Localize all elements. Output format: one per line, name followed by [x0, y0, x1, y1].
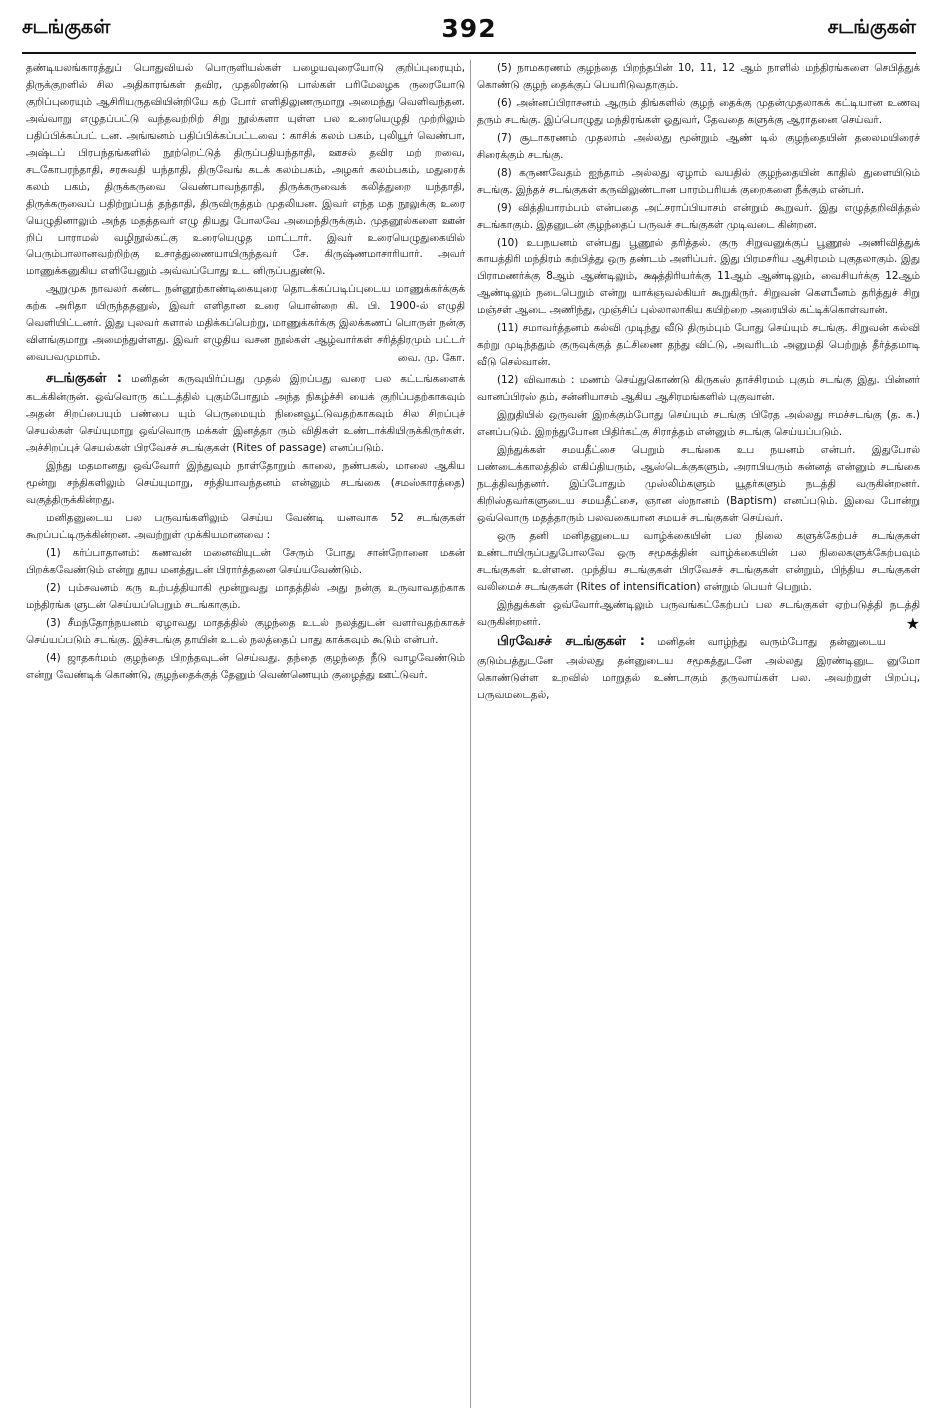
paragraph-text: (10) உபநயனம் என்பது பூணூல் தரித்தல். குரு சிறுவனுக்குப் பூணூல் அணிவித்துக் காயத்திரி மந்திரம் கற்பித்து ஒரு தண்டம் அளிப்பர். இது பிரமசரிய ஆசிரமம் புகுதலாகும். இது பிராமணர்க்கு 8ஆம் ஆண்டிலும், க்ஷத்திரியர்க்கு 11ஆம் ஆண்டிலும், வைசியர்க்கு 12ஆம் ஆண்டிலும் நடைபெறும் என்று யாக்ஞவல்கியர் கூறுகிருர். சிறுவன் கௌபீனம் தரித்துச் சிறு மஞ்சள் ஆடை அணிந்து, முஞ்சிப் புல்லாலாகிய கயிற்றை அரையில் கட்டிக்கொள்வான்.	[477, 236, 920, 317]
page-header	[22, 8, 916, 48]
paragraph-text: மனிதனுடைய பல பருவங்களிலும் செய்ய வேண்டி யனவாக 52 சடங்குகள் கூறப்பட்டிருக்கின்றன. அவற்றுள் முக்கியமானவை :	[26, 511, 465, 541]
paragraph-l10	[26, 650, 465, 684]
entry-heading: சடங்குகள் :	[46, 371, 122, 387]
paragraph-text: (12) விவாகம் : மணம் செய்துகொண்டு கிருகஸ் தாச்சிரமம் புகும் சடங்கு இது. பின்னர் வானப்பிரஸ் தம், சன்னியாசம் ஆகிய ஆசிரமங்களில் புகுவான்.	[477, 374, 920, 404]
paragraph-l4	[26, 368, 465, 457]
paragraph-r9	[477, 407, 920, 441]
paragraph-l7	[26, 545, 465, 579]
header-rule	[22, 52, 916, 54]
paragraph-r11	[477, 528, 920, 596]
paragraph-r13	[477, 631, 920, 703]
paragraph-text: (6) அன்னப்பிராசனம் ஆரும் திங்களில் குழந் தைக்கு முதன்முதலாகக் கட்டியான உணவு தரும் சடங்கு. இப்பொழுது மந்திரங்கள் ஓதுவர், தேவதை களுக்கு ஆராதனை செய்வர்.	[477, 96, 920, 126]
paragraph-text: (4) ஜாதகர்மம் குழந்தை பிறந்தவுடன் செய்வது. தந்தை குழந்தை நீடு வாழவேண்டும் என்று வேண்டிக் கொண்டு, குழந்தைக்குத் தேனும் வெண்ணெயும் குழைத்து ஊட்டுவர்.	[26, 651, 465, 681]
paragraph-text: ஆறுமுக நாவலர் கண்ட நன்னூற்காண்டிகையுரை தொடக்கப்படிப்புடைய மாணுக்கர்க்குக் கற்க அரிதா யிருந்ததனுல், இவர் எளிதான உரை யொன்றை கி. பி. 1900-ல் எழுதி வெளியிட்டனர். இது புலவர் களால் மதிக்கப்பெற்று, மாணுக்கர்க்கு இலக்கணப் பொருள் நன்கு விளங்குமாறு அமைந்துள்ளது. இவர் எழுதிய வசன நூல்கள் ஆழ்வார்கள் சரித்திரமும் பட்டர் வைபவமுமாம்.	[26, 283, 465, 364]
paragraph-r6	[477, 235, 920, 320]
paragraph-l6	[26, 510, 465, 544]
paragraph-l8	[26, 580, 465, 614]
paragraph-text: இந்துக்கள் ஒவ்வோர்ஆண்டிலும் பருவங்கட்கேற்பப் பல சடங்குகள் ஏற்படுத்தி நடத்தி வருகின்றனர்.	[477, 598, 920, 628]
paragraph-text: (9) வித்தியாரம்பம் என்பதை அட்சராப்பியாசம் என்றும் கூறுவர். இது எழுத்தறிவித்தல் சடங்காகும். இதனுடன் குழந்தைப் பருவச் சடங்குகள் முடிவடை கின்றன.	[477, 201, 920, 231]
column-divider	[470, 60, 471, 1408]
paragraph-r2	[477, 95, 920, 129]
paragraph-r3	[477, 130, 920, 164]
paragraph-text: (7) சூடாகரணம் முதலாம் அல்லது மூன்றும் ஆண் டில் குழந்தையின் தலைமயிரைச் சிரைக்கும் சடங்கு.	[477, 131, 920, 161]
page-number: 392	[441, 13, 497, 43]
paragraph-text: தண்டியலங்காரத்துப் பொதுவியல் பொருளியல்கள் பழையவுரையோடு குறிப்புரையும், திருக்குறளில் சில அதிகாரங்கள் தவிர, முதலிரண்டு பால்கள் பரிமேலழக ருரையோடு குறிப்புரையும் ஆசிரியருதவியின்றியே கற் போர் எளிதிலுணருமாறு அமைந்து வெளிவந்தன. அவ்வாறு எழுதப்பட்டு வந்தவற்றிற் சிறு நூல்களா யுள்ள பல உரையெழுதி முற்றிலும் பதிப்பிக்கப்பட் டன. அங்ஙனம் பதிப்பிக்கப்பட்டவை : காசிக் கலம் பகம், புலியூர் வெண்பா, அஷ்டப் பிரபந்தங்களில் நூற்றெட்டுத் திருப்பதியந்தாதி, ஊசல் தவிர மற் றவை, சடகோபரந்தாதி, சரசுவதி யந்தாதி, திருவேங் கடக் கலம்பகம், அழகர் கலம்பகம், மதுரைக் கலம் பகம், திருக்கருவை வெண்பாவந்தாதி, திருக்கருவைக் கலித்துறை யந்தாதி, திருக்கருவைப் பதிற்றுப்பத் தந்தாதி, திருவிருத்தம் முதலியன. இவர் எந்த மத நூலுக்கு உரை யெழுதினாலும் அந்த மதத்தவர் எழு தியது போலவே அமைந்திருக்கும். முதனூல்களை ஊன் றிப் பாராமல் வழிநூல்கட்கு உரையெழுத மாட்டார். இவர் உரையெழுதுகையில் பெரும்பாலானவற்றிற்கு உசாத்துணையாயிருந்தவர் சே. கிருஷ்ணமாசாரியார். அவர் மாணுக்கனுகிய எளியேனும் அவ்வப்போது உட னிருப்பதுண்டு.	[26, 62, 465, 278]
paragraph-r10	[477, 442, 920, 527]
paragraph-l5	[26, 458, 465, 509]
paragraph-r4	[477, 165, 920, 199]
paragraph-r7	[477, 320, 920, 371]
paragraph-text: (11) சமாவர்த்தனம் கல்வி முடிந்து வீடு திரும்பும் போது செய்யும் சடங்கு. சிறுவன் கல்வி கற்று முடிந்ததும் குருவுக்குத் தட்சிணை தந்து விட்டு, அவரிடம் அனுமதி பெற்றுத் தீர்த்தமாடி வீடு செல்வான்.	[477, 322, 920, 369]
running-head-right: சடங்குகள்	[827, 15, 916, 38]
end-of-article-star-icon: ★	[905, 613, 920, 633]
left-column	[26, 60, 465, 1410]
paragraph-l9	[26, 615, 465, 649]
paragraph-r12	[477, 597, 920, 631]
paragraph-l1	[26, 60, 465, 280]
paragraph-text: இந்துக்கள் சமயதீட்சை பெறும் சடங்கை உப நயனம் என்பர். இதுபோல் பண்டைக்காலத்தில் எகிப்தியரும், ஆஸ்டெக்குகளும், அராபியரும் சுன்னத் என்னும் சடங்கை நடத்திவந்தனர். இப்போதும் முஸ்லிம்களும் யூதர்களும் நடத்தி வருகின்றனர். கிறிஸ்தவர்களுடைய சமயதீட்சை, ஞான ஸ்நானம் (Baptism) எனப்படும். இவை போன்று ஒவ்வொரு மதத்தாரும் பலவகையான சமயச் சடங்குகள் செய்வர்.	[477, 443, 920, 524]
paragraph-text: (2) பும்சவனம் கரு உற்பத்தியாகி மூன்றுவது மாதத்தில் அது நன்கு உருவாவதற்காக மந்திரங்க ளுடன் செய்யப்பெறும் சடங்காகும்.	[26, 581, 465, 611]
paragraph-text: இந்து மதமானது ஒவ்வோர் இந்துவும் நாள்தோறும் காலை, நண்பகல், மாலை ஆகிய மூன்று சந்திகளிலும் செய்யுமாறு, சந்தியாவந்தனம் என்னும் சடங்கை (சமஸ்காரத்தை) வகுத்திருக்கின்றது.	[26, 460, 465, 507]
right-column	[477, 60, 920, 1410]
paragraph-r1	[477, 60, 920, 94]
running-head-left: சடங்குகள்	[22, 15, 111, 38]
paragraph-text: மனிதன் கருவுயிர்ப்பது முதல் இறப்பது வரை பல கட்டங்களைக் கடக்கின்ருன். ஒவ்வொரு கட்டத்தில் புகும்போதும் அந்த நிகழ்ச்சி யைக் குறிப்பதற்காகவும் அதன் சிறப்பையும் பண்பை யும் பெருமையும் நினைவூட்டுவதற்காகவும் சில சிறப்புச் செயல்கள் செய்யுமாறு ஒவ்வொரு மக்கள் இனத்தா ரும் விதிகள் உண்டாக்கியிருக்கிருர்கள். அச்சிறப்புச் செயல்கள் பிரவேசச் சடங்குகள் (Rites of passage) எனப்படும்.	[26, 373, 465, 455]
paragraph-text: வை. மு. கோ.	[397, 352, 465, 365]
paragraph-text: மனிதன் வாழ்ந்து வரும்போது தன்னுடைய குடும்பத்துடனே அல்லது தன்னுடைய சமூகத்துடனே அல்லது இரண்டினுட னுமோ கொண்டுள்ள உறவில் மாறுதல் உண்டாகும் தருவாய்கள் பல. அவற்றுள் பிறப்பு, பருவமடைதல்,	[477, 636, 920, 701]
paragraph-text: (5) நாமகரணம் குழந்தை பிறந்தபின் 10, 11, 12 ஆம் நாளில் மந்திரங்களை செபித்துக் கொண்டு குழந் தைக்குப் பெயரிடுவதாகும்.	[477, 62, 920, 91]
entry-heading: பிரவேசச் சடங்குகள் :	[497, 634, 645, 650]
paragraph-text: (8) கருணவேதம் ஐந்தாம் அல்லது ஏழாம் வயதில் குழந்தையின் காதில் துளையிடும் சடங்கு. இந்தச் சடங்குகள் கருவிலுண்டான பாரம்பரியக் குறைகளை நீக்கும் என்பர்.	[477, 166, 920, 196]
paragraph-r8	[477, 372, 920, 406]
paragraph-text: (3) சீமந்தோந்நயனம் ஏழாவது மாதத்தில் குழந்தை உடல் நலத்துடன் வளர்வதற்காகச் செய்யப்படும் சடங்கு. இச்சடங்கு தாயின் உடல் நலத்தைப் பாது காக்கவும் கூடும் என்பர்.	[26, 616, 465, 646]
paragraph-text: (1) கர்ப்பாதானம்: கணவன் மனைவியுடன் சேரும் போது சான்றோனை மகன் பிறக்கவேண்டும் என்று தூய மனத்துடன் பிரார்த்தனை செய்யவேண்டும்.	[26, 546, 465, 576]
paragraph-text: ஒரு தனி மனிதனுடைய வாழ்க்கையின் பல நிலை களுக்கேற்பச் சடங்குகள் உண்டாயிருப்பதுபோலவே ஒரு சமூகத்தின் வாழ்க்கையின் பல நிலைகளுக்கேற்பவும் சடங்குகள் உள்ளன. முந்திய சடங்குகள் பிரவேசச் சடங்குகள் என்றும், பிந்திய சடங்குகள் வலிமைச் சடங்குகள் (Rites of intensification) என்றும் பெயர் பெறும்.	[477, 529, 920, 593]
paragraph-r5	[477, 200, 920, 234]
paragraph-text: இறுதியில் ஒருவன் இறக்கும்போது செய்யும் சடங்கு பிரேத அல்லது ஈமச்சடங்கு (த. க.) எனப்படும். இறந்துபோன பிதிர்கட்கு சிராத்தம் என்னும் சடங்கு செய்யப்படும்.	[477, 409, 920, 439]
